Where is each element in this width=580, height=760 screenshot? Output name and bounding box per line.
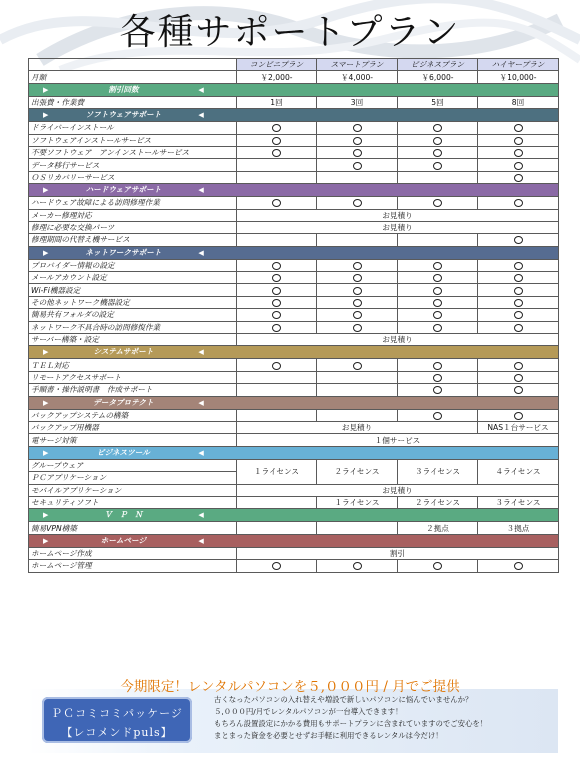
row-value <box>478 272 559 284</box>
row-value <box>398 296 478 308</box>
triangle-right-icon: ▶ <box>43 448 49 457</box>
included-circle-icon <box>353 324 362 332</box>
table-row <box>29 459 559 471</box>
triangle-right-icon: ▶ <box>43 348 49 357</box>
section-header <box>29 509 559 522</box>
row-value <box>478 321 559 333</box>
triangle-left-icon: ◀ <box>198 186 204 195</box>
table-row <box>29 560 559 572</box>
row-value <box>398 234 478 246</box>
triangle-left-icon: ◀ <box>198 348 204 357</box>
section-header-row <box>29 509 559 522</box>
row-value: ４ライセンス <box>478 459 559 484</box>
promo-line: ５,０００円/月でレンタルパソコンが一台導入できます！ <box>214 707 403 716</box>
corner-cell <box>29 59 237 71</box>
included-circle-icon <box>433 124 442 132</box>
section-header-row <box>29 396 559 409</box>
triangle-left-icon: ◀ <box>198 85 204 94</box>
row-label: メールアカウント設定 <box>29 272 237 284</box>
table-row <box>29 122 559 134</box>
row-value <box>317 522 398 534</box>
section-title: ホームページ <box>100 535 147 545</box>
plan-table-body <box>29 71 559 572</box>
row-value <box>398 159 478 171</box>
row-value <box>478 159 559 171</box>
row-value <box>317 122 398 134</box>
row-value <box>317 371 398 383</box>
package-badge-subtitle: 【レコメンドpuls】 <box>61 726 173 739</box>
included-circle-icon <box>514 274 523 282</box>
included-circle-icon <box>514 324 523 332</box>
included-circle-icon <box>514 199 523 207</box>
row-value: ３ライセンス <box>478 496 559 508</box>
plan-header-smart: スマートプラン <box>317 59 398 71</box>
row-value: ￥6,000- <box>398 71 478 83</box>
table-row <box>29 309 559 321</box>
included-circle-icon <box>272 287 281 295</box>
row-value <box>317 309 398 321</box>
table-row <box>29 159 559 171</box>
included-circle-icon <box>433 412 442 420</box>
row-value: ２拠点 <box>398 522 478 534</box>
section-title: 割引回数 <box>108 84 139 94</box>
table-row <box>29 334 559 346</box>
row-value: ２ライセンス <box>317 459 398 484</box>
section-header <box>29 83 559 96</box>
table-row <box>29 234 559 246</box>
row-value-span: １個サービス <box>237 434 559 446</box>
included-circle-icon <box>433 274 442 282</box>
triangle-right-icon: ▶ <box>43 248 49 257</box>
included-circle-icon <box>272 562 281 570</box>
included-circle-icon <box>514 236 523 244</box>
included-circle-icon <box>272 324 281 332</box>
row-value-span: お見積り <box>237 221 559 233</box>
row-value <box>237 309 317 321</box>
row-value <box>237 272 317 284</box>
row-value <box>237 159 317 171</box>
included-circle-icon <box>272 362 281 370</box>
table-row <box>29 146 559 158</box>
row-value-span: お見積り <box>237 209 559 221</box>
included-circle-icon <box>353 137 362 145</box>
triangle-right-icon: ▶ <box>43 186 49 195</box>
row-value <box>317 159 398 171</box>
row-value <box>478 560 559 572</box>
triangle-left-icon: ◀ <box>198 248 204 257</box>
row-value <box>478 171 559 183</box>
row-value <box>237 560 317 572</box>
row-value <box>237 171 317 183</box>
included-circle-icon <box>514 362 523 370</box>
table-row <box>29 321 559 333</box>
table-row <box>29 171 559 183</box>
included-circle-icon <box>433 299 442 307</box>
row-value <box>237 234 317 246</box>
included-circle-icon <box>514 162 523 170</box>
row-value: ￥10,000- <box>478 71 559 83</box>
included-circle-icon <box>514 149 523 157</box>
row-value <box>478 309 559 321</box>
row-value: NAS１台サービス <box>478 421 559 433</box>
included-circle-icon <box>514 386 523 394</box>
included-circle-icon <box>353 262 362 270</box>
included-circle-icon <box>514 311 523 319</box>
row-label: ＰＣアプリケーション <box>29 472 237 484</box>
table-row <box>29 496 559 508</box>
section-header <box>29 246 559 259</box>
row-label: ハードウェア故障による訪問修理作業 <box>29 197 237 209</box>
row-value <box>398 409 478 421</box>
row-value <box>398 272 478 284</box>
included-circle-icon <box>514 174 523 182</box>
row-value <box>317 259 398 271</box>
row-value <box>317 234 398 246</box>
section-title: ソフトウェアサポート <box>85 110 162 120</box>
included-circle-icon <box>272 149 281 157</box>
plan-header-convenience: コンビニプラン <box>237 59 317 71</box>
triangle-left-icon: ◀ <box>198 111 204 120</box>
row-label: ソフトウェアインストールサービス <box>29 134 237 146</box>
section-header-row <box>29 446 559 459</box>
row-value <box>237 359 317 371</box>
row-value <box>237 371 317 383</box>
triangle-left-icon: ◀ <box>198 536 204 545</box>
table-row <box>29 421 559 433</box>
included-circle-icon <box>433 562 442 570</box>
row-label: ＯＳリカバリーサービス <box>29 171 237 183</box>
row-value: 1回 <box>237 96 317 108</box>
included-circle-icon <box>353 199 362 207</box>
included-circle-icon <box>433 311 442 319</box>
table-row <box>29 71 559 83</box>
table-row <box>29 434 559 446</box>
section-header <box>29 109 559 122</box>
included-circle-icon <box>272 262 281 270</box>
table-row <box>29 359 559 371</box>
row-value <box>398 197 478 209</box>
row-label: セキュリティソフト <box>29 496 237 508</box>
row-label: 電サージ対策 <box>29 434 237 446</box>
section-title: ネットワークサポート <box>85 247 162 257</box>
row-label: データ移行サービス <box>29 159 237 171</box>
row-value <box>237 122 317 134</box>
row-value: １ライセンス <box>237 459 317 484</box>
included-circle-icon <box>514 262 523 270</box>
included-circle-icon <box>353 287 362 295</box>
table-row <box>29 371 559 383</box>
included-circle-icon <box>433 149 442 157</box>
row-label: 不要ソフトウェア アンインストールサービス <box>29 146 237 158</box>
row-value <box>317 146 398 158</box>
row-label: ネットワーク不具合時の訪問修復作業 <box>29 321 237 333</box>
included-circle-icon <box>514 562 523 570</box>
table-row <box>29 209 559 221</box>
row-label: プロバイダー情報の設定 <box>29 259 237 271</box>
included-circle-icon <box>353 299 362 307</box>
page-title: 各種サポートプラン <box>119 12 461 53</box>
row-value: ３拠点 <box>478 522 559 534</box>
row-value-span: お見積り <box>237 334 559 346</box>
row-label: ＴＥＬ対応 <box>29 359 237 371</box>
row-value: ３ライセンス <box>398 459 478 484</box>
row-value <box>398 171 478 183</box>
row-label: 出張費・作業費 <box>29 96 237 108</box>
included-circle-icon <box>353 149 362 157</box>
row-value <box>317 321 398 333</box>
row-label: 修理に必要な交換パーツ <box>29 221 237 233</box>
section-header <box>29 446 559 459</box>
included-circle-icon <box>272 199 281 207</box>
included-circle-icon <box>514 374 523 382</box>
row-label: 簡易共有フォルダの設定 <box>29 309 237 321</box>
section-title: ハードウェアサポート <box>85 185 162 195</box>
row-value <box>398 259 478 271</box>
section-title: Ｖ Ｐ Ｎ <box>104 510 143 520</box>
package-badge-name: ＰＣコミコミパッケージ <box>51 707 183 720</box>
plan-header-higher: ハイヤープラン <box>478 59 559 71</box>
table-row <box>29 96 559 108</box>
row-value <box>317 134 398 146</box>
row-value <box>237 496 317 508</box>
table-row <box>29 272 559 284</box>
row-value <box>317 359 398 371</box>
table-row <box>29 522 559 534</box>
section-header-row <box>29 109 559 122</box>
section-header <box>29 346 559 359</box>
row-value <box>237 384 317 396</box>
row-value <box>237 296 317 308</box>
included-circle-icon <box>353 274 362 282</box>
section-title: データプロテクト <box>93 397 154 407</box>
row-value: １ライセンス <box>317 496 398 508</box>
support-plan-table <box>28 58 559 573</box>
included-circle-icon <box>272 124 281 132</box>
included-circle-icon <box>433 362 442 370</box>
row-value <box>398 134 478 146</box>
row-label: リモートアクセスサポート <box>29 371 237 383</box>
row-label: その他ネットワーク機器設定 <box>29 296 237 308</box>
included-circle-icon <box>433 324 442 332</box>
row-label: モバイルアプリケーション <box>29 484 237 496</box>
row-label: 月額 <box>29 71 237 83</box>
table-row <box>29 259 559 271</box>
row-value <box>398 146 478 158</box>
row-label: 簡易VPN構築 <box>29 522 237 534</box>
row-value <box>237 284 317 296</box>
row-value <box>398 122 478 134</box>
section-header-row <box>29 534 559 547</box>
triangle-right-icon: ▶ <box>43 398 49 407</box>
row-value: ￥4,000- <box>317 71 398 83</box>
included-circle-icon <box>514 137 523 145</box>
section-header <box>29 184 559 197</box>
row-value <box>478 146 559 158</box>
row-value <box>398 321 478 333</box>
row-label: ホームページ作成 <box>29 547 237 559</box>
row-value <box>478 122 559 134</box>
table-row <box>29 384 559 396</box>
row-value <box>478 134 559 146</box>
row-value-span: お見積り <box>237 484 559 496</box>
included-circle-icon <box>433 374 442 382</box>
row-value <box>478 296 559 308</box>
row-label: 手順書・操作説明書 作成サポート <box>29 384 237 396</box>
table-row <box>29 547 559 559</box>
row-label: 修理期間の代替え機サービス <box>29 234 237 246</box>
row-value: ２ライセンス <box>398 496 478 508</box>
triangle-right-icon: ▶ <box>43 536 49 545</box>
row-value <box>478 197 559 209</box>
included-circle-icon <box>353 162 362 170</box>
section-header <box>29 534 559 547</box>
row-label: バックアップシステムの構築 <box>29 409 237 421</box>
section-header-row <box>29 184 559 197</box>
row-value <box>398 284 478 296</box>
row-value <box>237 522 317 534</box>
row-value <box>478 234 559 246</box>
row-value <box>237 321 317 333</box>
row-label: サーバー構築・設定 <box>29 334 237 346</box>
plan-header-business: ビジネスプラン <box>398 59 478 71</box>
row-value <box>317 409 398 421</box>
promo-line: 古くなったパソコンの入れ替えや増設で新しいパソコンに悩んでいませんか？ <box>214 695 473 704</box>
row-label: ホームページ管理 <box>29 560 237 572</box>
included-circle-icon <box>514 287 523 295</box>
promo-line: もちろん設置設定にかかる費用もサポートプランに含まれていますのでご安心を！ <box>214 719 488 728</box>
row-value <box>317 560 398 572</box>
triangle-left-icon: ◀ <box>198 511 204 520</box>
row-value: 3回 <box>317 96 398 108</box>
promo-panel <box>28 689 558 753</box>
row-label: Wi-Fi機器設定 <box>29 284 237 296</box>
table-row <box>29 284 559 296</box>
triangle-left-icon: ◀ <box>198 448 204 457</box>
row-label: ドライバーインストール <box>29 122 237 134</box>
row-value <box>317 197 398 209</box>
included-circle-icon <box>433 199 442 207</box>
table-row <box>29 296 559 308</box>
row-value <box>398 371 478 383</box>
included-circle-icon <box>353 124 362 132</box>
row-value-span: 割引 <box>237 547 559 559</box>
included-circle-icon <box>514 124 523 132</box>
triangle-right-icon: ▶ <box>43 85 49 94</box>
row-value <box>237 197 317 209</box>
triangle-left-icon: ◀ <box>198 398 204 407</box>
row-value <box>478 409 559 421</box>
row-value <box>237 259 317 271</box>
row-value <box>317 272 398 284</box>
row-value: 8回 <box>478 96 559 108</box>
row-label: バックアップ用機器 <box>29 421 237 433</box>
row-value <box>398 359 478 371</box>
package-badge <box>42 697 192 743</box>
row-value <box>398 309 478 321</box>
promo-headline: 今期限定！レンタルパソコンを５,０００円 / 月でご提供 <box>120 679 460 695</box>
included-circle-icon <box>272 311 281 319</box>
section-header-row <box>29 346 559 359</box>
table-row <box>29 409 559 421</box>
included-circle-icon <box>272 274 281 282</box>
row-value <box>478 359 559 371</box>
row-value <box>317 171 398 183</box>
promo-description <box>214 694 554 742</box>
included-circle-icon <box>433 262 442 270</box>
row-label: メーカー修理対応 <box>29 209 237 221</box>
row-value-span: お見積り <box>237 421 478 433</box>
row-value <box>478 384 559 396</box>
included-circle-icon <box>433 162 442 170</box>
included-circle-icon <box>433 386 442 394</box>
row-value <box>237 146 317 158</box>
table-row <box>29 221 559 233</box>
row-value <box>317 384 398 396</box>
row-value <box>398 384 478 396</box>
row-value: 5回 <box>398 96 478 108</box>
section-title: ビジネスツール <box>97 447 150 457</box>
included-circle-icon <box>514 412 523 420</box>
row-value: ￥2,000- <box>237 71 317 83</box>
section-header-row <box>29 83 559 96</box>
row-value <box>478 259 559 271</box>
row-value <box>478 284 559 296</box>
included-circle-icon <box>353 562 362 570</box>
section-title: システムサポート <box>93 347 154 357</box>
section-header <box>29 396 559 409</box>
included-circle-icon <box>433 137 442 145</box>
row-label: グループウェア <box>29 459 237 471</box>
table-row <box>29 134 559 146</box>
triangle-right-icon: ▶ <box>43 511 49 520</box>
triangle-right-icon: ▶ <box>43 111 49 120</box>
row-value <box>317 284 398 296</box>
table-row <box>29 197 559 209</box>
section-header-row <box>29 246 559 259</box>
included-circle-icon <box>433 287 442 295</box>
included-circle-icon <box>353 311 362 319</box>
row-value <box>478 371 559 383</box>
row-value <box>237 134 317 146</box>
included-circle-icon <box>272 137 281 145</box>
included-circle-icon <box>514 299 523 307</box>
included-circle-icon <box>272 299 281 307</box>
promo-line: まとまった資金を必要とせずお手軽に利用できるレンタルは今だけ！ <box>214 731 443 740</box>
table-row <box>29 484 559 496</box>
row-value <box>398 560 478 572</box>
row-value <box>237 409 317 421</box>
row-value <box>317 296 398 308</box>
included-circle-icon <box>353 362 362 370</box>
